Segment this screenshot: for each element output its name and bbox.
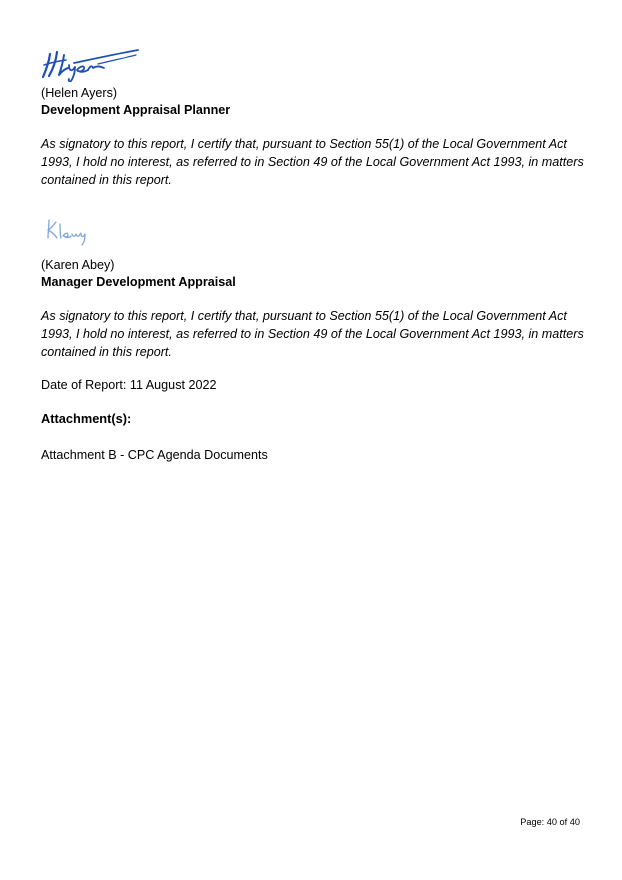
signature-karen-abey <box>44 216 90 246</box>
report-date: Date of Report: 11 August 2022 <box>41 378 217 392</box>
signature-helen-ayers <box>38 44 142 82</box>
attachment-item: Attachment B - CPC Agenda Documents <box>41 448 268 462</box>
attachments-heading: Attachment(s): <box>41 411 132 426</box>
certification-statement: As signatory to this report, I certify that, pursuant to Section 55(1) of the Local Government Act 1993, I hold no interest, as referred to in Section 49 of the Local Government Act 1993, in matters contained in this report. <box>41 137 584 187</box>
signatory-name: (Helen Ayers) <box>41 86 118 100</box>
signatory-title: Development Appraisal Planner <box>41 103 231 117</box>
certification-statement: As signatory to this report, I certify that, pursuant to Section 55(1) of the Local Government Act 1993, I hold no interest, as referred to in Section 49 of the Local Government Act 1993, in matters contained in this report. <box>41 309 584 359</box>
signatory-name: (Karen Abey) <box>41 258 115 272</box>
page-number: Page: 40 of 40 <box>520 817 580 827</box>
signatory-title: Manager Development Appraisal <box>41 275 236 289</box>
